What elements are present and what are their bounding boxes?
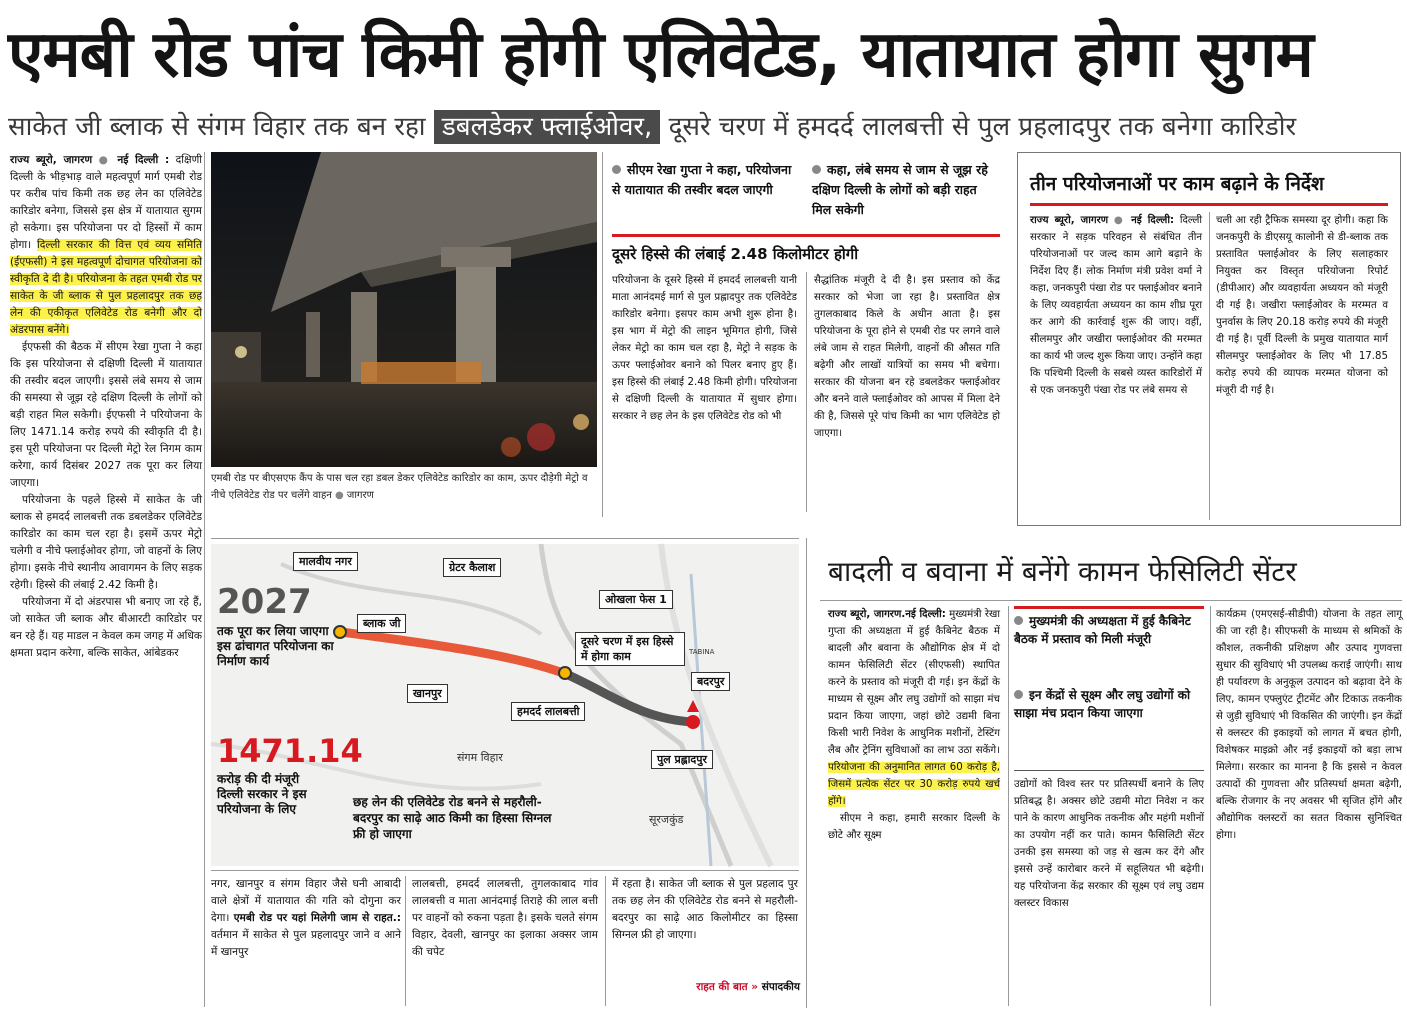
badli-col-c: कार्यक्रम (एमएसई-सीडीपी) योजना के तहत लागू की जा रही है। सीएफसी के माध्यम से श्रमिकों के कौशल, तकनीकी प्रशिक्षण और उत्पाद गुणवत्ता सुधार की सुविधाएं भी उपलब्ध कराई जाएंगी। साथ ही पर्यावरण के अनुकूल उत्पादन को बढ़ावा देने के लिए, कामन एफ्लुएंट ट्रीटमेंट और टिकाऊ तकनीक से जुड़ी सुविधाएं भी विकसित की जाएंगी। इन केंद्रों से क्लस्टर की इकाइयों को लागत में बचत होगी, विशेषकर माइक्रो और नई इकाइयों को बड़ा लाभ मिलेगा। सरकार का मानना है कि इससे न केवल उत्पादों की गुणवत्ता और प्रतिस्पर्धा क्षमता बढ़ेगी, बल्कि रोजगार के नए अवसर भी सृजित होंगे और औद्योगिक क्लस्टरों का सतत विकास सुनिश्चित होगा।: [1216, 609, 1402, 841]
badli-bullet-1: [1014, 612, 1204, 672]
map-label-small: TABINA: [689, 648, 715, 656]
bullet-dot-icon: [612, 165, 621, 174]
map-label-pul: पुल प्रह्लादपुर: [651, 750, 713, 769]
footer-link-rahat[interactable]: राहत की बात: [696, 981, 748, 993]
badli-heading: बादली व बवाना में बनेंगे कामन फेसिलिटी सेंटर: [828, 555, 1297, 588]
map-callout: दूसरे चरण में इस हिस्से में होगा काम: [575, 632, 685, 666]
map-amount-text: करोड़ की दी मंजूरी दिल्ली सरकार ने इस परियोजना के लिए: [217, 772, 307, 816]
bullet-dot-icon: [1014, 690, 1023, 699]
badli-highlight: परियोजना की अनुमानित लागत 60 करोड़ है, जिसमें प्रत्येक सेंटर पर 30 करोड़ रुपये खर्च होंगे।: [828, 762, 1000, 807]
story-para-3: परियोजना के पहले हिस्से में साकेत के जी ब्लाक से हमदर्द लालबत्ती तक डबलडेकर एलिवेटेड कारिडोर का काम चल रहा है। इसमें ऊपर मेट्रो चलेगी व नीचे फ्लाईओवर होगा, जो वाहनों के लिए होगा। इसके नीचे स्थानीय आवागमन के लिए सड़क रहेगी। हिस्से की लंबाई 2.42 किमी है।: [10, 494, 202, 591]
map-label-badarpur: बदरपुर: [691, 672, 730, 691]
three-projects-col-b: चली आ रही ट्रैफिक समस्या दूर होगी। कहा कि जनकपुरी के डीएसयू कालोनी से डी-ब्लाक तक प्रस्तावित फ्लाईओवर के लिए सलाहकार नियुक्त कर विस्तृत परियोजना रिपोर्ट (डीपीआर) और व्यवहार्यता अध्ययन को मंजूरी दी गई है। जखीरा फ्लाईओवर के मरम्मत व पुनर्वास के लिए 20.18 करोड़ रुपये की मंजूरी दी गई है। पूर्वी दिल्ली के प्रमुख यातायात मार्ग सीलमपुर फ्लाईओवर के लिए भी 17.85 करोड़ रुपये की व्यापक मरम्मत योजना को मंजूरी दी गई है।: [1216, 215, 1388, 396]
second-part-heading: दूसरे हिस्से की लंबाई 2.48 किलोमीटर होगी: [612, 245, 859, 263]
story-para-1a: दक्षिणी दिल्ली के भीड़भाड़ वाले महत्वपूर्ण मार्ग एमबी रोड पर करीब पांच किमी तक छह लेन का एलिवेटेड कारिडोर बनेगा, जिससे इस क्षेत्र में यातायात सुगम हो सकेगा। इस परियोजना पर दो हिस्सों में काम होगा।: [10, 154, 203, 251]
badli-col-a: [828, 606, 1000, 1006]
photo-caption-text: एमबी रोड पर बीएसएफ कैंप के पास चल रहा डबल डेकर एलिवेटेड कारिडोर का काम, ऊपर दौड़ेगी मेट्रो व नीचे एलिवेटेड रोड पर चलेंगे वाहन: [211, 473, 588, 501]
map-label-surajkund: सूरजकुंड: [649, 813, 684, 826]
map-label-hamdard: हमदर्द लालबत्ती: [511, 702, 585, 721]
map-year: 2027: [217, 582, 312, 622]
second-part-col-b: सैद्धांतिक मंजूरी दे दी है। इस प्रस्ताव को केंद्र सरकार को भेजा जा रहा है। प्रस्तावित क्षेत्र तुगलकाबाद किले के अधीन आता है। इस परियोजना के पूरा होने से एमबी रोड पर लगने वाले लंबे जाम से राहत मिलेगी, वाहनों की औसत गति बढ़ेगी और लाखों यात्रियों का समय भी बचेगा। सरकार की योजना बन रहे डबलडेकर फ्लाईओवर और बनने वाले फ्लाईओवर को आपस में मिला देने की है, जिससे पूरे पांच किमी का भाग एलिवेटेड हो जाएगा।: [814, 275, 1000, 439]
quote-2: कहा, लंबे समय से जाम से जूझ रहे दक्षिण दिल्ली के लोगों को बड़ी राहत मिल सकेगी: [812, 162, 988, 217]
photo-flyover-illustration: [211, 152, 597, 467]
map-label-gk: ग्रेटर कैलाश: [443, 558, 501, 577]
main-story-column: राज्य ब्यूरो, जागरण ● नई दिल्ली : दक्षिणी दिल्ली के भीड़भाड़ वाले महत्वपूर्ण मार्ग एमबी रोड पर करीब पांच किमी तक छह लेन का एलिवेटेड कारिडोर बनेगा, जिससे इस क्षेत्र में यातायात सुगम हो सकेगा। इस परियोजना पर दो हिस्सों में काम होगा। दिल्ली सरकार की वित्त एवं व्यय समिति (ईएफसी) ने इस महत्वपूर्ण दोचागत परियोजना को स्वीकृति दे दी है। परियोजना के तहत एमबी रोड पर साकेत के जी ब्लाक से पुल प्रहलादपुर तक छह लेन की एकीकृत एलिवेटेड रोड बनेगी और दो अंडरपास बनेंगे। ईएफसी की बैठक में सीएम रेखा गुप्ता ने कहा कि इस परियोजना से दक्षिणी दिल्ली में यातायात की तस्वीर बदल जाएगी। इससे लंबे समय से जाम की समस्या से जूझ रहे दक्षिण दिल्ली के लोगों को बड़ी राहत मिल सकेगी। ईएफसी ने परियोजना के लिए 1471.14 करोड़ रुपये की स्वीकृति दी है। इस पूरी परियोजना पर दिल्ली मेट्रो रेल निगम काम करेगा, कार्य दिसंबर 2027 तक पूरा कर लिया जाएगा। परियोजना के पहले हिस्से में साकेत के जी ब्लाक से हमदर्द लालबत्ती तक डबलडेकर एलिवेटेड कारिडोर का काम चल रहा है। इसमें ऊपर मेट्रो चलेगी व नीचे फ्लाईओवर होगा, जो वाहनों के लिए होगा। इसके नीचे स्थानीय आवागमन के लिए सड़क रहेगी। हिस्से की लंबाई 2.42 किमी है। परियोजना में दो अंडरपास भी बनाए जा रहे हैं, जो साकेत जी ब्लाक और बीआरटी कारिडोर पर बन रहे हैं। यह माडल न केवल कम जगह में अधिक क्षमता प्रदान करेगा, बल्कि साकेत, आंबेडकर: [10, 152, 202, 1007]
page-headline: एमबी रोड पांच किमी होगी एलिवेटेड, यातायात होगा सुगम: [8, 18, 1313, 92]
three-projects-text-a: दिल्ली सरकार ने सड़क परिवहन से संबंधित तीन परियोजनाओं पर जल्द काम आगे बढ़ाने के निर्देश दिए हैं। लोक निर्माण मंत्री प्रवेश वर्मा ने कहा, जनकपुरी पंखा रोड पर फ्लाईओवर बनाने के लिए व्यवहार्यता अध्ययन का काम शीघ्र पूरा कर आगे की कार्रवाई शुरू की जाए। वहीं, सीलमपुर और जखीरा फ्लाईओवर की मरम्मत का कार्य भी जल्द शुरू किया जाए। उन्होंने कहा कि पश्चिमी दिल्ली के सबसे व्यस्त कारिडोरों में से एक जनकपुरी पंखा रोड पर लंबे समय से: [1030, 215, 1202, 396]
bullet-dot-icon: [1014, 616, 1023, 625]
route-map: [211, 544, 799, 866]
bottom-col-a-rest: वर्तमान में साकेत से पुल प्रहलादपुर जाने व आने में खानपुर: [211, 929, 401, 958]
page-subheadline: [8, 104, 1400, 150]
story-para-4: परियोजना में दो अंडरपास भी बनाए जा रहे हैं, जो साकेत जी ब्लाक और बीआरटी कारिडोर पर बन रहे हैं। यह माडल न केवल कम जगह में अधिक क्षमता प्रदान करेगा, बल्कि साकेत, आंबेडकर: [10, 596, 202, 659]
map-point-block-g: [333, 625, 347, 639]
three-projects-city: नई दिल्ली:: [1131, 215, 1175, 226]
map-label-okhla: ओखला फेस 1: [599, 590, 673, 609]
photo-flyover: [211, 152, 597, 467]
bottom-col-b: लालबत्ती, हमदर्द लालबत्ती, तुगलकाबाद गांव लालबत्ती व माता आनंदमाई तिराहे की लाल बत्ती पर वाहनों को रुकना पड़ता है। इसके चलते संगम विहार, देवली, खानपुर का इलाका अक्सर जाम की चपेट: [412, 878, 598, 958]
map-label-malviya: मालवीय नगर: [293, 552, 358, 571]
three-projects-heading: तीन परियोजनाओं पर काम बढ़ाने के निर्देश: [1030, 173, 1324, 195]
badli-bullet-2: [1014, 686, 1204, 746]
map-point-hamdard: [558, 666, 572, 680]
map-label-sangam: संगम विहार: [457, 751, 503, 764]
photo-credit: जागरण: [346, 490, 374, 501]
quote-1: सीएम रेखा गुप्ता ने कहा, परियोजना से यातायात की तस्वीर बदल जाएगी: [612, 162, 792, 197]
bullet-dot-icon: [812, 165, 821, 174]
bottom-footer: राहत की बात » संपादकीय: [696, 981, 800, 993]
second-part-col-a: परियोजना के दूसरे हिस्से में हमदर्द लालबत्ती यानी माता आनंदमई मार्ग से पुल प्रह्लादपुर तक एलिवेटेड कारिडोर बनेगा। इसपर काम अभी शुरू होना है। इस भाग में मेट्रो की लाइन भूमिगत होगी, जिसे लेकर मेट्रो का काम चल रहा है, मेट्रो ने सड़क के ऊपर फ्लाईओवर बनाने को पिलर बनाए हुए हैं। इस हिस्से की लंबाई 2.48 किमी होगी। परियोजना से दक्षिणी दिल्ली के यातायात में सुधार होगा। सरकार ने छह लेन के इस एलिवेटेड रोड को भी: [612, 275, 797, 422]
map-note: छह लेन की एलिवेटेड रोड बनने से महरौली-बदरपुर का साढ़े आठ किमी का हिस्सा सिग्नल फ्री हो जाएगा: [353, 795, 552, 841]
subhead-part2: दूसरे चरण में हमदर्द लालबत्ती से पुल प्रहलादपुर तक बनेगा कारिडोर: [668, 112, 1297, 142]
bottom-col-c: में रहता है। साकेत जी ब्लाक से पुल प्रहलाद पुर तक छह लेन की एलिवेटेड रोड बनने से महरौली-बदरपुर का साढ़े आठ किलोमीटर का हिस्सा सिग्नल फ्री हो जाएगा।: [612, 878, 798, 941]
subhead-part1: साकेत जी ब्लाक से संगम विहार तक बन रहा: [8, 112, 426, 142]
three-projects-dateline: राज्य ब्यूरो, जागरण: [1030, 215, 1109, 226]
subhead-tag: डबलडेकर फ्लाईओवर,: [434, 110, 661, 144]
quote-box-1: [612, 160, 797, 226]
badli-text-a2: सीएम ने कहा, हमारी सरकार दिल्ली के छोटे और सूक्ष्म: [828, 813, 1000, 841]
footer-editorial: संपादकीय: [761, 981, 800, 993]
bottom-col-a-subhead: एमबी रोड पर यहां मिलेगी जाम से राहत.:: [233, 912, 401, 924]
quote-box-2: [812, 160, 1000, 226]
story-para-2: ईएफसी की बैठक में सीएम रेखा गुप्ता ने कहा कि इस परियोजना से दक्षिणी दिल्ली में यातायात की तस्वीर बदल जाएगी। इससे लंबे समय से जाम की समस्या से जूझ रहे दक्षिण दिल्ली के लोगों को बड़ी राहत मिल सकेगी। ईएफसी ने परियोजना के लिए 1471.14 करोड़ रुपये की स्वीकृति दी है। इस पूरी परियोजना पर दिल्ली मेट्रो रेल निगम काम करेगा, कार्य दिसंबर 2027 तक पूरा कर लिया जाएगा।: [10, 341, 202, 489]
badli-bullet-1-text: मुख्यमंत्री की अध्यक्षता में हुई कैबिनेट बैठक में प्रस्ताव को मिली मंजूरी: [1014, 614, 1191, 646]
map-amount: 1471.14: [217, 732, 363, 770]
badli-text-a1: मुख्यमंत्री रेखा गुप्ता की अध्यक्षता में हुई कैबिनेट बैठक में बादली और बवाना के औद्योगिक क्षेत्र में दो कामन फेसिलिटी सेंटर (सीएफसी) स्थापित करने के प्रस्ताव को मंजूरी दी गई। इन केंद्रों के माध्यम से सूक्ष्म और लघु उद्योगों को साझा मंच प्रदान किया जाएगा, जहां छोटे उद्यमी बिना किसी भारी निवेश के आधुनिक मशीनों, टेस्टिंग लैब और ट्रेनिंग सुविधाओं का लाभ उठा सकेंगे।: [828, 609, 1000, 756]
map-label-block-g: ब्लाक जी: [357, 614, 406, 633]
map-label-khanpur: खानपुर: [407, 684, 448, 703]
story-para-1b-highlight: दिल्ली सरकार की वित्त एवं व्यय समिति (ईएफसी) ने इस महत्वपूर्ण दोचागत परियोजना को स्वीकृति दे दी है। परियोजना के तहत एमबी रोड पर साकेत के जी ब्लाक से पुल प्रहलादपुर तक छह लेन की एकीकृत एलिवेटेड रोड बनेगी और दो अंडरपास बनेंगे।: [10, 239, 203, 336]
badli-bullet-2-text: इन केंद्रों से सूक्ष्म और लघु उद्योगों को साझा मंच प्रदान किया जाएगा: [1014, 688, 1191, 720]
badli-col-b: उद्योगों को विश्व स्तर पर प्रतिस्पर्धी बनाने के लिए प्रतिबद्ध है। अक्सर छोटे उद्यमी मोटा निवेश न कर पाने के कारण आधुनिक तकनीक और महंगी मशीनों का उपयोग नहीं कर पाते। कामन फैसिलिटी सेंटर उनकी इस समस्या को जड़ से खत्म कर देंगे और इससे उन्हें कारोबार करने में सहूलियत भी बढ़ेगी। यह परियोजना केंद्र सरकार की सूक्ष्म एवं लघु उद्यम क्लस्टर विकास: [1014, 779, 1204, 909]
bottom-col-a-text: नगर, खानपुर व संगम विहार जैसे घनी आबादी वाले क्षेत्रों में यातायात की गति को दोगुना कर देगा।: [211, 878, 401, 924]
photo-caption: एमबी रोड पर बीएसएफ कैंप के पास चल रहा डबल डेकर एलिवेटेड कारिडोर का काम, ऊपर दौड़ेगी मेट्रो व नीचे एलिवेटेड रोड पर चलेंगे वाहन ● जागरण: [211, 473, 588, 501]
badli-dateline: राज्य ब्यूरो, जागरण.नई दिल्ली:: [828, 609, 946, 620]
dateline: राज्य ब्यूरो, जागरण: [10, 154, 93, 166]
three-projects-col-a: राज्य ब्यूरो, जागरण ● नई दिल्ली: दिल्ली सरकार ने सड़क परिवहन से संबंधित तीन परियोजनाओं पर जल्द काम आगे बढ़ाने के निर्देश दिए हैं। लोक निर्माण मंत्री प्रवेश वर्मा ने कहा, जनकपुरी पंखा रोड पर फ्लाईओवर बनाने के लिए व्यवहार्यता अध्ययन का काम शीघ्र पूरा कर आगे की कार्रवाई शुरू की जाए। वहीं, सीलमपुर और जखीरा फ्लाईओवर की मरम्मत का कार्य भी जल्द शुरू किया जाए। उन्होंने कहा कि पश्चिमी दिल्ली के सबसे व्यस्त कारिडोरों में से एक जनकपुरी पंखा रोड पर लंबे समय से: [1030, 215, 1202, 396]
map-year-text: तक पूरा कर लिया जाएगा इस ढांचागत परियोजना का निर्माण कार्य: [217, 624, 334, 668]
bottom-col-a: [211, 876, 401, 1007]
dateline-city: नई दिल्ली :: [117, 154, 170, 166]
